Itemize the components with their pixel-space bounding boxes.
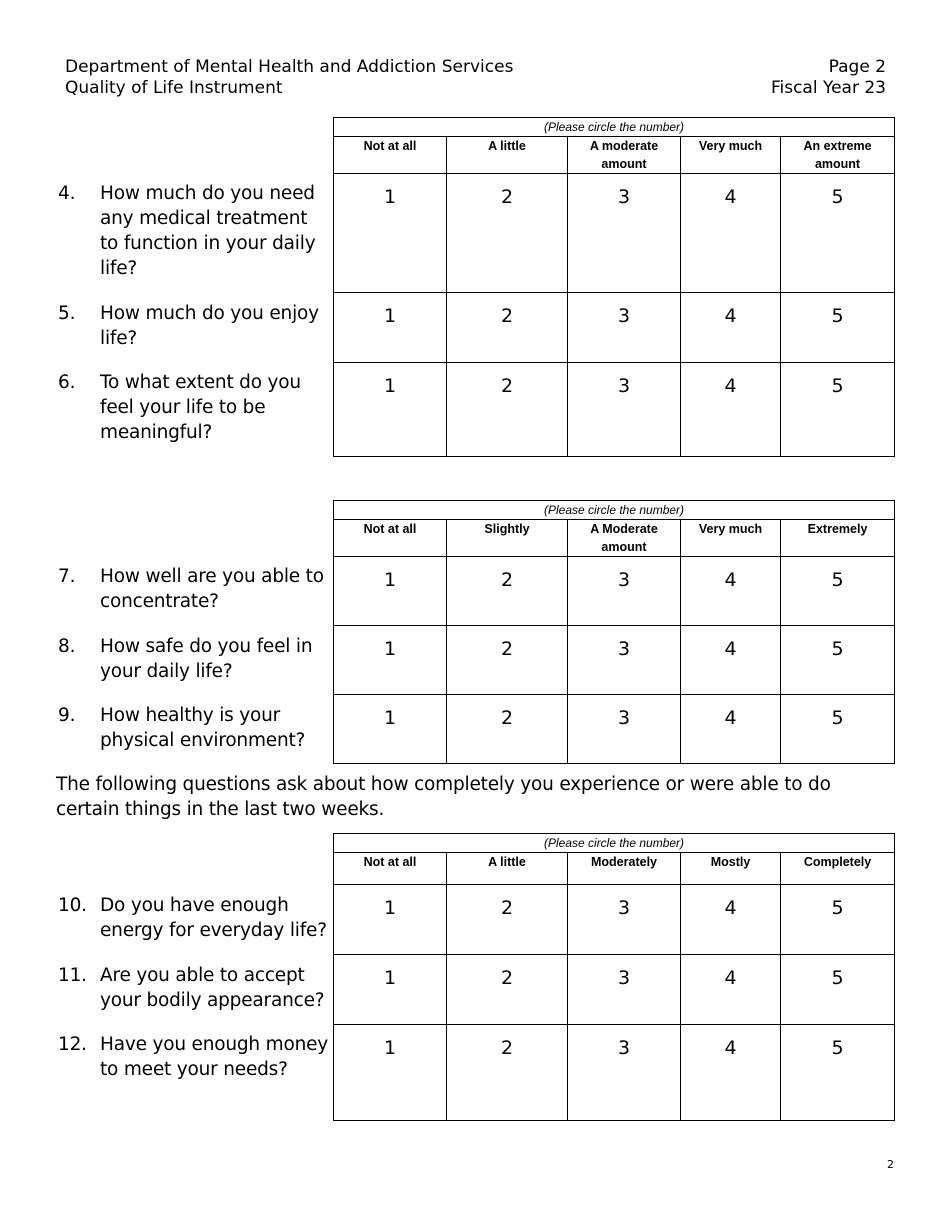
rating-option[interactable]: 2 <box>447 626 568 695</box>
rating-option[interactable]: 5 <box>781 695 895 764</box>
question-number: 4. <box>58 183 76 204</box>
rating-table-3 <box>333 833 895 1121</box>
rating-option[interactable]: 3 <box>568 557 681 626</box>
department-name: Department of Mental Health and Addiction Services <box>65 57 514 77</box>
rating-option[interactable]: 5 <box>781 557 895 626</box>
rating-option[interactable]: 3 <box>568 1025 681 1121</box>
rating-option[interactable]: 1 <box>334 174 447 293</box>
document-header-left <box>65 57 513 99</box>
rating-option[interactable]: 4 <box>681 626 781 695</box>
rating-option[interactable]: 4 <box>681 1025 781 1121</box>
scale-header: A Moderate amount <box>568 520 681 557</box>
scale-header: Not at all <box>334 520 447 557</box>
rating-option[interactable]: 1 <box>334 557 447 626</box>
rating-table-2 <box>333 500 895 764</box>
question-number: 6. <box>58 372 76 393</box>
instrument-title: Quality of Life Instrument <box>65 78 283 98</box>
page-number: 2 <box>887 1158 894 1171</box>
rating-option[interactable]: 2 <box>447 955 568 1025</box>
rating-option[interactable]: 4 <box>681 363 781 457</box>
table-row <box>334 557 895 626</box>
rating-option[interactable]: 1 <box>334 363 447 457</box>
intro-paragraph: The following questions ask about how completely you experience or were able to do certain things in the last two weeks. <box>56 774 831 820</box>
scale-header: Slightly <box>447 520 568 557</box>
rating-option[interactable]: 1 <box>334 293 447 363</box>
table-row <box>334 885 895 955</box>
scale-header: Not at all <box>334 137 447 174</box>
rating-option[interactable]: 4 <box>681 174 781 293</box>
rating-option[interactable]: 3 <box>568 885 681 955</box>
rating-option[interactable]: 4 <box>681 293 781 363</box>
page-label: Page 2 <box>828 57 886 77</box>
scale-header: Mostly <box>681 853 781 885</box>
scale-header: Very much <box>681 520 781 557</box>
circle-instruction: (Please circle the number) <box>334 834 895 853</box>
rating-option[interactable]: 4 <box>681 557 781 626</box>
rating-option[interactable]: 2 <box>447 695 568 764</box>
table-row <box>334 363 895 457</box>
rating-option[interactable]: 5 <box>781 174 895 293</box>
rating-option[interactable]: 2 <box>447 363 568 457</box>
rating-option[interactable]: 2 <box>447 557 568 626</box>
rating-option[interactable]: 2 <box>447 293 568 363</box>
question-number: 11. <box>58 965 87 986</box>
rating-option[interactable]: 2 <box>447 1025 568 1121</box>
question-text: How safe do you feel in your daily life? <box>100 636 313 682</box>
rating-option[interactable]: 1 <box>334 885 447 955</box>
rating-option[interactable]: 5 <box>781 955 895 1025</box>
table-row <box>334 293 895 363</box>
circle-instruction: (Please circle the number) <box>334 501 895 520</box>
scale-header: Completely <box>781 853 895 885</box>
rating-option[interactable]: 3 <box>568 293 681 363</box>
rating-option[interactable]: 5 <box>781 1025 895 1121</box>
rating-option[interactable]: 3 <box>568 363 681 457</box>
question-number: 10. <box>58 895 87 916</box>
scale-header: A moderate amount <box>568 137 681 174</box>
rating-option[interactable]: 3 <box>568 695 681 764</box>
question-text: How much do you need any medical treatment to function in your daily life? <box>100 183 316 279</box>
scale-header: Moderately <box>568 853 681 885</box>
table-row <box>334 695 895 764</box>
scale-header: Very much <box>681 137 781 174</box>
question-text: How much do you enjoy life? <box>100 303 319 349</box>
table-row <box>334 1025 895 1121</box>
scale-header: Not at all <box>334 853 447 885</box>
rating-option[interactable]: 1 <box>334 626 447 695</box>
table-row <box>334 955 895 1025</box>
scale-header: Extremely <box>781 520 895 557</box>
scale-header: An extreme amount <box>781 137 895 174</box>
rating-option[interactable]: 2 <box>447 885 568 955</box>
question-number: 7. <box>58 566 76 587</box>
rating-option[interactable]: 3 <box>568 174 681 293</box>
rating-option[interactable]: 3 <box>568 955 681 1025</box>
question-number: 8. <box>58 636 76 657</box>
rating-option[interactable]: 5 <box>781 293 895 363</box>
rating-option[interactable]: 4 <box>681 885 781 955</box>
rating-option[interactable]: 4 <box>681 955 781 1025</box>
question-text: How well are you able to concentrate? <box>100 566 324 612</box>
scale-header: A little <box>447 853 568 885</box>
rating-option[interactable]: 1 <box>334 1025 447 1121</box>
question-text: How healthy is your physical environment? <box>100 705 306 751</box>
question-number: 9. <box>58 705 76 726</box>
table-row <box>334 626 895 695</box>
rating-option[interactable]: 5 <box>781 363 895 457</box>
rating-option[interactable]: 2 <box>447 174 568 293</box>
rating-option[interactable]: 5 <box>781 626 895 695</box>
question-text: Do you have enough energy for everyday life? <box>100 895 327 941</box>
question-text: Have you enough money to meet your needs? <box>100 1034 329 1080</box>
rating-option[interactable]: 3 <box>568 626 681 695</box>
question-text: Are you able to accept your bodily appearance? <box>100 965 325 1011</box>
circle-instruction: (Please circle the number) <box>334 118 895 137</box>
rating-option[interactable]: 1 <box>334 695 447 764</box>
scale-header: A little <box>447 137 568 174</box>
rating-option[interactable]: 5 <box>781 885 895 955</box>
rating-option[interactable]: 1 <box>334 955 447 1025</box>
rating-table-1 <box>333 117 895 457</box>
fiscal-year: Fiscal Year 23 <box>770 78 886 98</box>
document-header-right <box>771 57 886 99</box>
rating-option[interactable]: 4 <box>681 695 781 764</box>
question-text: To what extent do you feel your life to be meaningful? <box>100 372 301 443</box>
table-row <box>334 174 895 293</box>
question-number: 12. <box>58 1034 87 1055</box>
question-number: 5. <box>58 303 76 324</box>
